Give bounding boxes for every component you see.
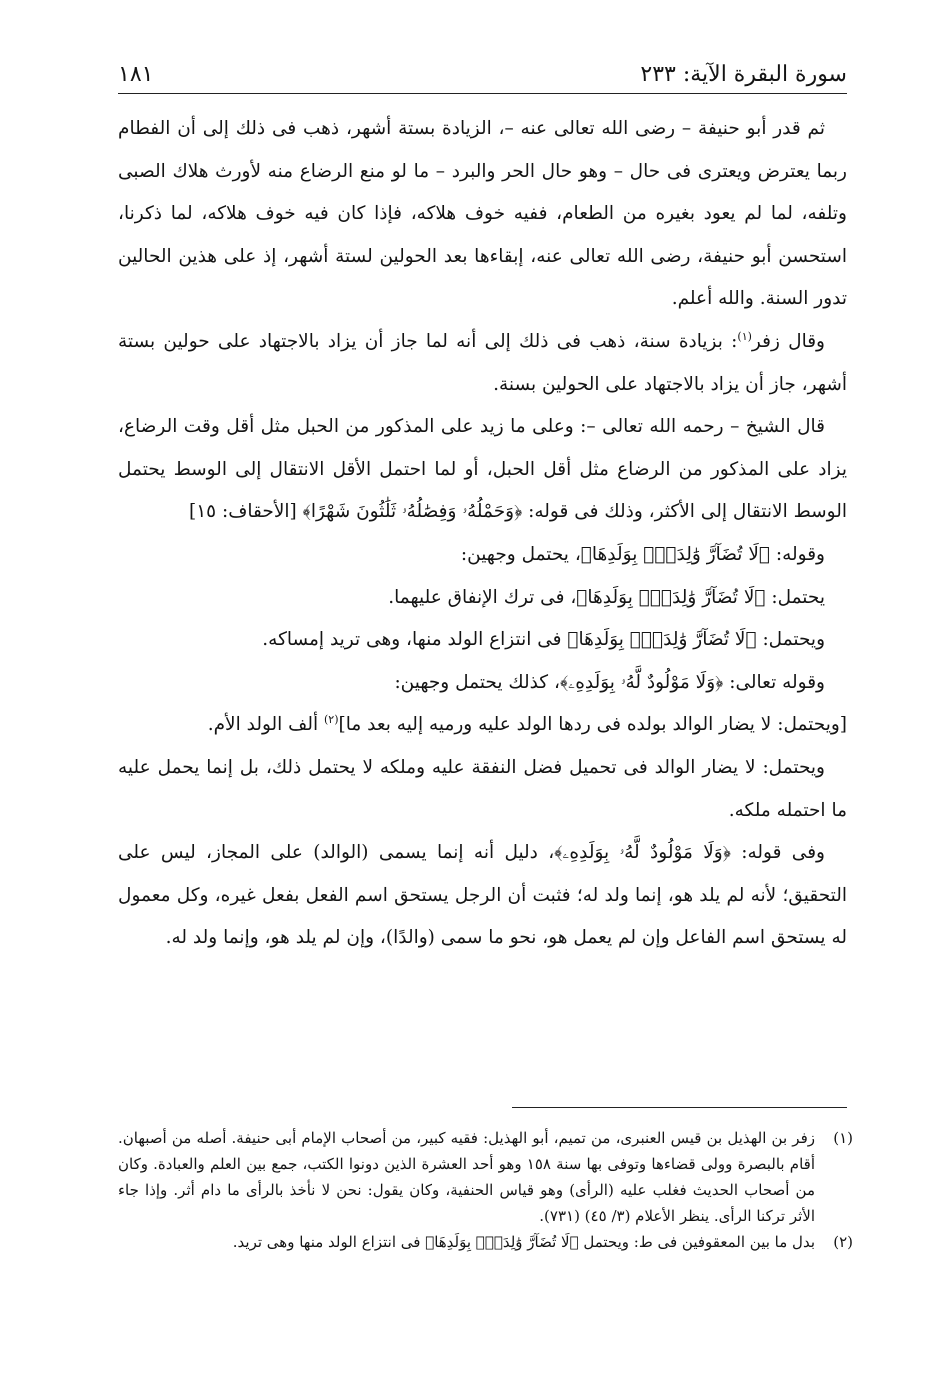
paragraph-4: وقوله: ﴿لَا تُضَآرَّ وَٰلِدَةٌۢ بِوَلَدِهَا﴾، يحتمل وجهين:	[460, 543, 825, 565]
paragraph-7: وقوله تعالى: ﴿وَلَا مَوْلُودٌ لَّهُۥ بِوَلَدِهِۦ﴾، كذلك يحتمل وجهين:	[394, 671, 825, 693]
running-title: سورة البقرة الآية: ٢٣٣	[640, 62, 847, 87]
paragraph-5: يحتمل: ﴿لَا تُضَآرَّ وَٰلِدَةٌۢ بِوَلَدِهَا﴾، فى ترك الإنفاق عليهما.	[388, 586, 825, 608]
footnote-number: (٢)	[833, 1233, 853, 1251]
paragraph-1: ثم قدر أبو حنيفة – رضى الله تعالى عنه –، الزيادة بستة أشهر، ذهب فى ذلك إلى أن الفطام ربما يعترض ويعترى فى حال – وهو حال الحر والبرد – ما لو منع الرضاع منه لأورث هلاك الصبى وتلفه، لما لم يعود بغيره من الطعام، ففيه خوف هلاكه، فإذا كان فيه خوف هلاكه، لما ذكرنا، استحسن أبو حنيفة، رضى الله تعالى عنه، إبقاءها بعد الحولين لستة أشهر، إذ على هذين الحالين تدور السنة. والله أعلم.	[118, 118, 847, 310]
main-text	[118, 108, 847, 960]
footnote-separator	[512, 1107, 847, 1108]
paragraph-3: قال الشيخ – رحمه الله تعالى –: وعلى ما زيد على المذكور من الحبل مثل أقل وقت الرضاع، يزاد على المذكور من الرضاع مثل أقل الحبل، أو لما احتمل الأقل الانتقال إلى الوسط يحتمل الوسط الانتقال إلى الأكثر، وذلك فى قوله: ﴿وَحَمْلُهُۥ وَفِصَٰلُهُۥ ثَلَٰثُونَ شَهْرًا﴾ [الأحقاف: ١٥]	[118, 416, 847, 523]
footnote-text: بدل ما بين المعقوفين فى ط: ويحتمل ﴿لَا تُضَآرَّ وَٰلِدَةٌۢ بِوَلَدِهَا﴾ فى انتزاع الولد منها وهى تريد.	[232, 1233, 815, 1251]
footnote-number: (١)	[833, 1129, 853, 1147]
paragraph-2-start: وقال زفر	[751, 330, 825, 352]
paragraph-8-start: [ويحتمل: لا يضار الوالد بولده فى ردها الولد عليه ورميه إليه بعد ما]	[338, 714, 847, 736]
page-header	[118, 44, 847, 94]
paragraph-6: ويحتمل: ﴿لَا تُضَآرَّ وَٰلِدَةٌۢ بِوَلَدِهَا﴾ فى انتزاع الولد منها، وهى تريد إمساكه.	[262, 629, 825, 651]
footnotes	[118, 1125, 853, 1255]
paragraph-10: وفى قوله: ﴿وَلَا مَوْلُودٌ لَّهُۥ بِوَلَدِهِۦ﴾، دليل أنه إنما يسمى (الوالد) على المجاز، ليس على التحقيق؛ لأنه لم يلد هو، إنما ولد له؛ فثبت أن الرجل يستحق اسم الفعل بفعل غيره، وكل معمول له يستحق اسم الفاعل وإن لم يعمل هو، نحو ما سمى (والدًا)، وإن لم يلد هو، وإنما ولد له.	[118, 842, 847, 949]
footnote-1	[118, 1125, 853, 1229]
paragraph-2	[118, 321, 847, 406]
paragraph-9: ويحتمل: لا يضار الوالد فى تحميل فضل النفقة عليه وملكه لا يحتمل ذلك، بل إنما يحمل عليه ما احتمله ملكه.	[118, 756, 847, 821]
page-number: ١٨١	[118, 62, 154, 87]
paragraph-8-rest: ألف الولد الأم.	[207, 714, 324, 736]
footnote-2	[118, 1229, 853, 1255]
footnote-ref-2[interactable]: (٢)	[323, 713, 339, 727]
paragraph-2-rest: : بزيادة سنة، ذهب فى ذلك إلى أنه لما جاز أن يزاد بالاجتهاد على حولين بستة أشهر، جاز أن يزاد بالاجتهاد على الحولين بسنة.	[118, 330, 847, 395]
footnote-ref-1[interactable]: (١)	[737, 329, 752, 343]
footnote-text: زفر بن الهذيل بن قيس العنبرى، من تميم، أبو الهذيل: فقيه كبير، من أصحاب الإمام أبى حنيفة. أصله من أصبهان. أقام بالبصرة وولى قضاءها وتوفى بها سنة ١٥٨ وهو أحد العشرة الذين دونوا الكتب، جمع بين العلم والعبادة. وكان من أصحاب الحديث فغلب عليه (الرأى) وهو قياس الحنفية، وكان يقول: نحن لا نأخذ بالرأى ما دام أثر. وإذا جاء الأثر تركنا الرأى. ينظر الأعلام (٣/ ٤٥) (٧٣١).	[118, 1129, 815, 1225]
paragraph-8	[118, 704, 847, 747]
